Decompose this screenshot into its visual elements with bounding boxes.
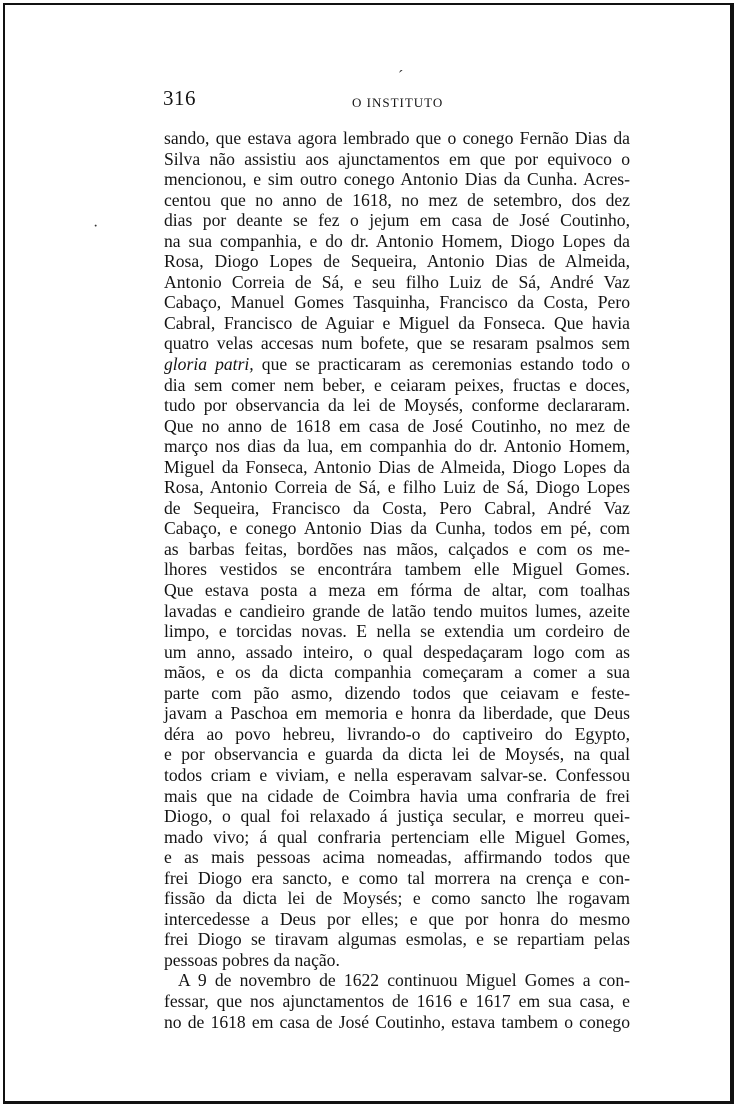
stray-mark: ˊ bbox=[398, 68, 404, 85]
text-line: Silva não assistiu aos ajunctamentos em que por equivoco o bbox=[164, 148, 630, 169]
text-line: dias por deante se fez o jejum em casa de José Coutinho, bbox=[164, 210, 630, 231]
text-line: todos criam e viviam, e nella esperavam salvar-se. Confessou bbox=[164, 764, 630, 785]
stray-mark: · bbox=[93, 218, 99, 235]
text-line: na sua companhia, e do dr. Antonio Homem, Diogo Lopes da bbox=[164, 230, 630, 251]
text-line: mado vivo; á qual confraria pertenciam elle Miguel Gomes, bbox=[164, 826, 630, 847]
text-line: Antonio Correia de Sá, e seu filho Luiz de Sá, André Vaz bbox=[164, 271, 630, 292]
text-line: Rosa, Antonio Correia de Sá, e filho Luiz de Sá, Diogo Lopes bbox=[164, 477, 630, 498]
text-line: frei Diogo se tiravam algumas esmolas, e se repartiam pelas bbox=[164, 929, 630, 950]
text-line: lhores vestidos se encontrára tambem elle Miguel Gomes. bbox=[164, 559, 630, 580]
text-line: Cabaço, e conego Antonio Dias da Cunha, todos em pé, com bbox=[164, 518, 630, 539]
text-line: déra ao povo hebreu, livrando-o do captiveiro do Egypto, bbox=[164, 723, 630, 744]
text-line: Rosa, Diogo Lopes de Sequeira, Antonio Dias de Almeida, bbox=[164, 251, 630, 272]
text-line: fissão da dicta lei de Moysés; e como sancto lhe rogavam bbox=[164, 888, 630, 909]
text-line: as barbas feitas, bordões nas mãos, calçados e com os me- bbox=[164, 538, 630, 559]
text-line: pessoas pobres da nação. bbox=[164, 949, 340, 970]
text-line: tudo por observancia da lei de Moysés, conforme declararam. bbox=[164, 395, 630, 416]
text-line: fessar, que nos ajunctamentos de 1616 e 1617 em sua casa, e bbox=[164, 990, 630, 1011]
page-number: 316 bbox=[163, 86, 196, 110]
text-line: e por observancia e guarda da dicta lei de Moysés, na qual bbox=[164, 744, 630, 765]
text-line: centou que no anno de 1618, no mez de setembro, dos dez bbox=[164, 189, 630, 210]
text-line: gloria patri, que se practicaram as ceremonias estando todo o bbox=[164, 354, 630, 375]
text-line: A 9 de novembro de 1622 continuou Miguel Gomes a con- bbox=[178, 970, 630, 991]
text-line: Que estava posta a meza em fórma de altar, com toalhas bbox=[164, 580, 630, 601]
text-line: Miguel da Fonseca, Antonio Dias de Almeida, Diogo Lopes da bbox=[164, 456, 630, 477]
text-line: limpo, e torcidas novas. E nella se extendia um cordeiro de bbox=[164, 621, 630, 642]
text-line: mais que na cidade de Coimbra havia uma confraria de frei bbox=[164, 785, 630, 806]
text-line: javam a Paschoa em memoria e honra da liberdade, que Deus bbox=[164, 703, 630, 724]
latin-phrase: gloria patri, bbox=[164, 354, 254, 375]
text-line: mãos, e os da dicta companhia começaram a comer a sua bbox=[164, 662, 630, 683]
text-line: sando, que estava agora lembrado que o conego Fernão Dias da bbox=[164, 128, 630, 148]
text-line: mencionou, e sim outro conego Antonio Dias da Cunha. Acres- bbox=[164, 169, 630, 190]
text-line: de Sequeira, Francisco da Costa, Pero Cabral, André Vaz bbox=[164, 497, 630, 518]
text-line: no de 1618 em casa de José Coutinho, estava tambem o conego bbox=[164, 1011, 630, 1032]
text-line: lavadas e candieiro grande de latão tendo muitos lumes, azeite bbox=[164, 600, 630, 621]
text-line: e as mais pessoas acima nomeadas, affirmando todos que bbox=[164, 847, 630, 868]
text-line: Cabral, Francisco de Aguiar e Miguel da Fonseca. Que havia bbox=[164, 312, 630, 333]
text-line: frei Diogo era sancto, e como tal morrera na crença e con- bbox=[164, 867, 630, 888]
text-line: parte com pão asmo, dizendo todos que ceiavam e feste- bbox=[164, 682, 630, 703]
text-line: Diogo, o qual foi relaxado á justiça secular, e morreu quei- bbox=[164, 806, 630, 827]
text-line: Que no anno de 1618 em casa de José Coutinho, no mez de bbox=[164, 415, 630, 436]
body-text bbox=[164, 128, 630, 1032]
running-head: O INSTITUTO bbox=[352, 95, 444, 110]
text-line: quatro velas accesas num bofete, que se resaram psalmos sem bbox=[164, 333, 630, 354]
text-line: intercedesse a Deus por elles; e que por honra do mesmo bbox=[164, 908, 630, 929]
text-line: Cabaço, Manuel Gomes Tasquinha, Francisco da Costa, Pero bbox=[164, 292, 630, 313]
text-line: março nos dias da lua, em companhia do dr. Antonio Homem, bbox=[164, 436, 630, 457]
text-line: um anno, assado inteiro, o qual despedaçaram logo com as bbox=[164, 641, 630, 662]
text-line: dia sem comer nem beber, e ceiaram peixes, fructas e doces, bbox=[164, 374, 630, 395]
